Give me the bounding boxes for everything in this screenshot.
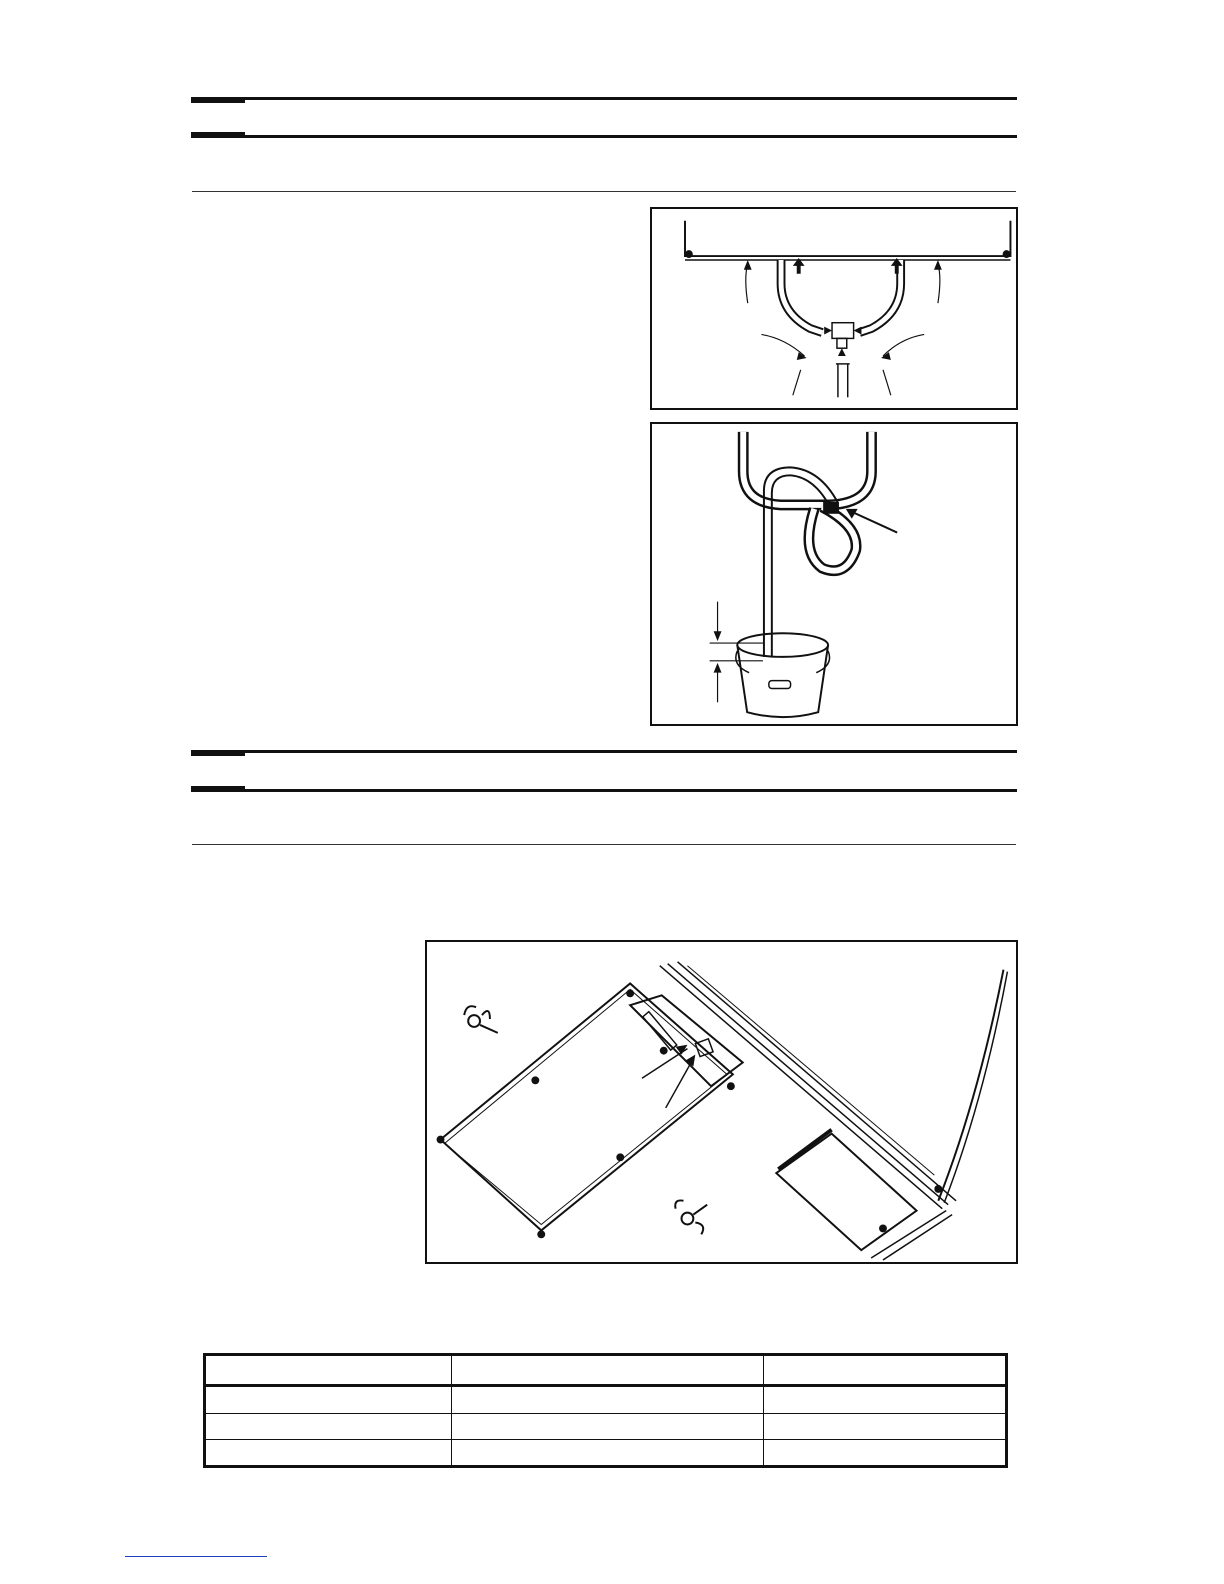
table-cell (205, 1413, 452, 1439)
section-1-divider (192, 191, 1016, 192)
table-cell (764, 1386, 1007, 1413)
footer-link-underline[interactable] (125, 1556, 267, 1557)
table-cell (205, 1439, 452, 1466)
section-2-top-rule (191, 750, 1017, 753)
spec-table (203, 1353, 1008, 1468)
table-cell (452, 1413, 764, 1439)
section-1-bottom-tab (191, 132, 245, 137)
access-panel-figure (425, 940, 1018, 1264)
table-cell (205, 1386, 452, 1413)
drain-tube-tee-figure (650, 207, 1018, 410)
table-cell (205, 1355, 452, 1386)
section-2-divider (192, 844, 1016, 845)
table-cell (452, 1355, 764, 1386)
section-2-top-tab (191, 751, 245, 756)
section-1-bottom-rule (191, 135, 1017, 138)
table-cell (764, 1413, 1007, 1439)
table-cell (452, 1439, 764, 1466)
section-1-top-tab (191, 98, 245, 103)
table-row (205, 1439, 1007, 1466)
section-2-bottom-rule (191, 789, 1017, 792)
table-row (205, 1386, 1007, 1413)
table-header-row (205, 1355, 1007, 1386)
drain-tube-tee-connection-diagram-icon (652, 209, 1016, 408)
section-2-bottom-tab (191, 786, 245, 791)
table-row (205, 1413, 1007, 1439)
access-panel-wing-nuts-diagram-icon (427, 942, 1016, 1262)
siphon-drain-into-bucket-diagram-icon (652, 424, 1016, 724)
table-cell (764, 1439, 1007, 1466)
section-1-top-rule (191, 97, 1017, 100)
siphon-bucket-figure (650, 422, 1018, 726)
table-cell (452, 1386, 764, 1413)
table-cell (764, 1355, 1007, 1386)
